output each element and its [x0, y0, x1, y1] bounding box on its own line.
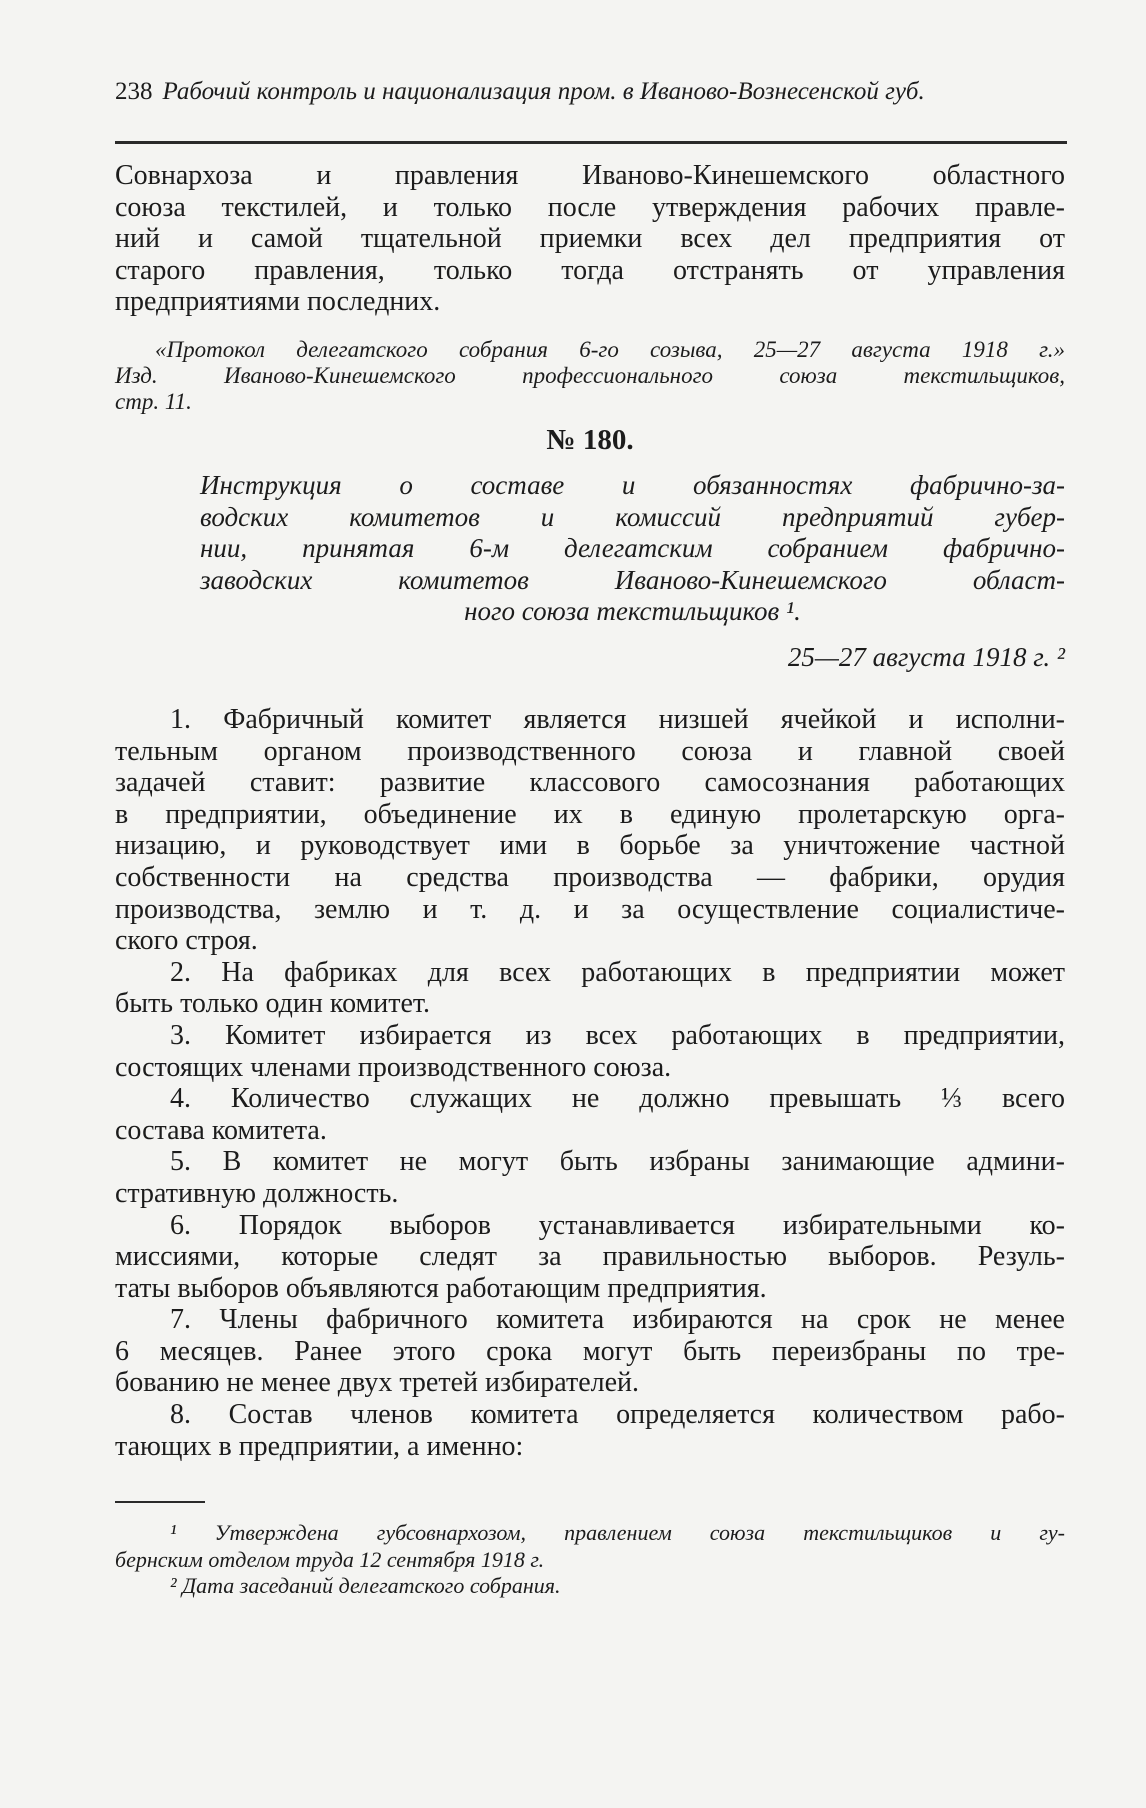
text-line: предприятиями последних. — [115, 286, 441, 317]
text-line: миссиями, которые следят за правильностью выборов. Резуль- — [115, 1241, 1065, 1273]
text-line: ского строя. — [115, 925, 258, 957]
document-number: № 180. — [546, 424, 634, 456]
text-line: собственности на средства производства — фабрики, орудия — [115, 861, 1065, 893]
text-line: Инструкция о составе и обязанностях фабрично-за- — [200, 470, 1065, 500]
document-date: 25—27 августа 1918 г. ² — [787, 642, 1065, 672]
numbered-paragraphs — [115, 704, 1065, 1462]
text-line: состава комитета. — [115, 1114, 327, 1146]
text-line: 7. Члены фабричного комитета избираются на срок не менее — [170, 1304, 1065, 1336]
page-number: 238 — [115, 78, 153, 105]
text-line: 4. Количество служащих не должно превышать ⅓ всего — [170, 1083, 1065, 1115]
text-line: производства, землю и т. д. и за осуществление социалистиче- — [115, 893, 1065, 925]
text-line: тающих в предприятии, а именно: — [115, 1430, 524, 1462]
text-line: ¹ Утверждена губсовнархозом, правлением союза текстильщиков и гу- — [170, 1520, 1065, 1545]
text-line: 6. Порядок выборов устанавливается избирательными ко- — [170, 1209, 1065, 1241]
text-line: 2. На фабриках для всех работающих в предприятии может — [170, 956, 1065, 988]
text-line: ² Дата заседаний делегатского собрания. — [170, 1573, 561, 1598]
text-line: стративную должность. — [115, 1177, 399, 1209]
text-line: в предприятии, объединение их в единую пролетарскую орга- — [115, 798, 1065, 830]
text-line: союза текстилей, и только после утверждения рабочих правле- — [115, 191, 1065, 223]
text-line: 6 месяцев. Ранее этого срока могут быть переизбраны по тре- — [115, 1335, 1065, 1367]
text-line: старого правления, только тогда отстранять от управления — [115, 254, 1065, 286]
text-line: стр. 11. — [115, 389, 192, 414]
text-line: 5. В комитет не могут быть избраны занимающие админи- — [170, 1146, 1065, 1178]
text-line: нии, принятая 6-м делегатским собранием фабрично- — [200, 533, 1065, 563]
text-line: бованию не менее двух третей избирателей. — [115, 1367, 640, 1399]
header-rule — [115, 141, 1067, 144]
text-line: заводских комитетов Иваново-Кинешемского област- — [200, 564, 1065, 595]
text-line: быть только один комитет. — [115, 988, 431, 1020]
text-line: таты выборов объявляются работающим предприятия. — [115, 1272, 767, 1304]
running-title: Рабочий контроль и национализация пром. в Иваново-Вознесенской губ. — [162, 78, 925, 105]
text-line: низацию, и руководствует ими в борьбе за уничтожение частной — [115, 830, 1065, 862]
text-line: тельным органом производственного союза и главной своей — [115, 735, 1065, 767]
running-header — [115, 78, 1065, 106]
text-line: ний и самой тщательной приемки всех дел предприятия от — [115, 223, 1065, 254]
text-line: 8. Состав членов комитета определяется количеством рабо- — [170, 1399, 1065, 1431]
text-line: задачей ставит: развитие классового самосознания работающих — [115, 767, 1065, 799]
source-citation — [115, 337, 1065, 415]
document-title — [200, 470, 1065, 628]
text-line: 1. Фабричный комитет является низшей ячейкой и исполни- — [170, 704, 1065, 735]
body-continuation — [115, 160, 1065, 318]
text-line: Совнархоза и правления Иваново-Кинешемского областного — [115, 160, 1065, 191]
text-line: 3. Комитет избирается из всех работающих в предприятии, — [170, 1019, 1065, 1051]
text-line: ного союза текстильщиков ¹. — [464, 596, 801, 626]
footnotes — [115, 1520, 1065, 1600]
text-line: водских комитетов и комиссий предприятий губер- — [200, 501, 1065, 532]
text-line: Изд. Иваново-Кинешемского профессионального союза текстильщиков, — [115, 363, 1065, 388]
footnote-rule — [115, 1501, 205, 1503]
text-line: состоящих членами производственного союза. — [115, 1051, 672, 1083]
text-line: «Протокол делегатского собрания 6-го созыва, 25—27 августа 1918 г.» — [155, 337, 1065, 362]
text-line: бернским отделом труда 12 сентября 1918 г. — [115, 1546, 545, 1572]
